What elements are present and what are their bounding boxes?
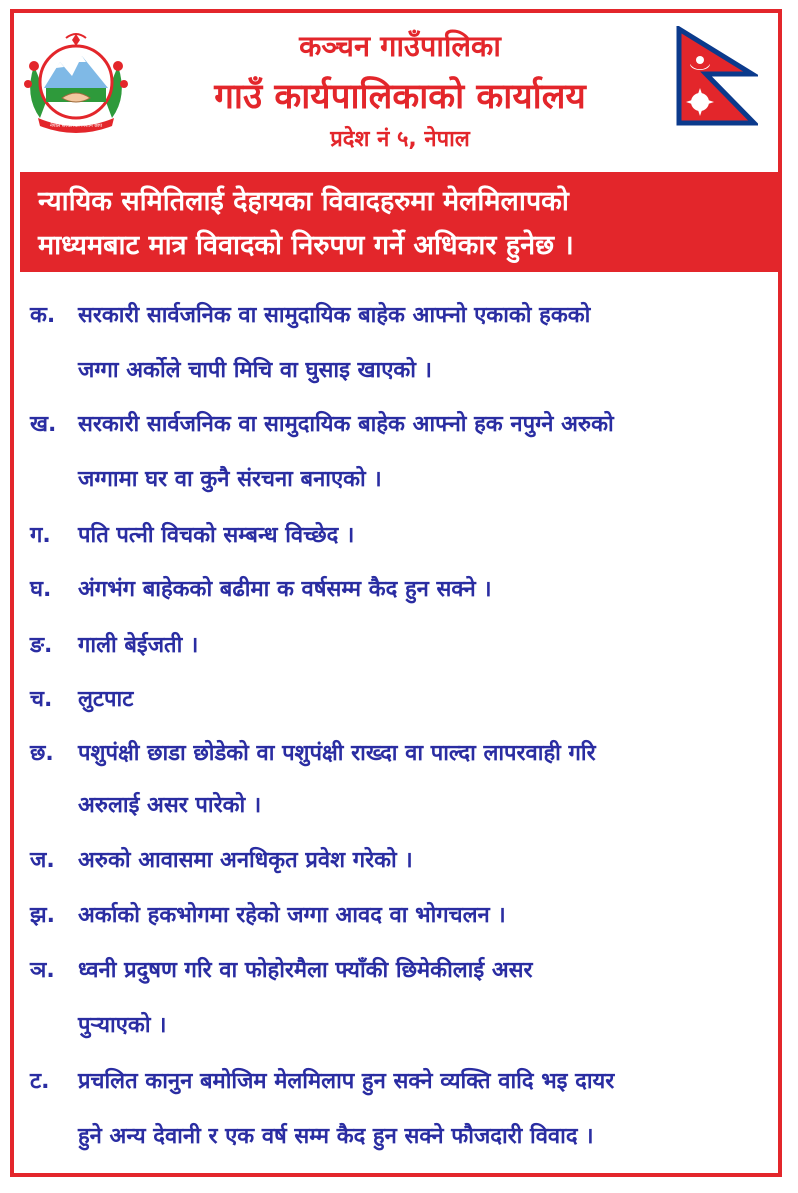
province-name: प्रदेश नं ५, नेपाल [330,127,470,152]
item-marker: ट. [30,1069,50,1094]
item-marker: ज. [30,848,55,873]
item-marker: घ. [30,577,52,602]
item-line: अर्काको हकभोगमा रहेको जग्गा आवद वा भोगचलन । [78,903,506,928]
municipality-name: कञ्चन गाउँपालिका [299,29,501,63]
item-line: गाली बेईजती । [78,633,199,658]
item-line: सरकारी सार्वजनिक वा सामुदायिक बाहेक आफ्नो एकाको हकको [78,303,591,328]
item-line: अरुको आवासमा अनधिकृत प्रवेश गरेको । [78,848,413,873]
notice-line-2: माध्यमबाट मात्र विवादको निरुपण गर्ने अधिकार हुनेछ । [38,230,574,261]
item-line: अंगभंग बाहेकको बढीमा क वर्षसम्म कैद हुन सक्ने । [78,577,492,602]
item-marker: ख. [30,412,57,437]
item-line: लुटपाट [78,687,134,712]
item-line: जग्गामा घर वा कुनै संरचना बनाएको । [78,467,382,492]
item-line: अरुलाई असर पारेको । [78,793,262,818]
emblem-text: नेपाल सरकारको निशान छाप [50,123,102,129]
item-line: ध्वनी प्रदुषण गरि वा फोहोरमैला फ्याँकी छिमेकीलाई असर [78,958,533,983]
item-line: पुर्‍याएको । [78,1013,167,1038]
item-line: पति पत्नी विचको सम्बन्ध विच्छेद । [78,523,355,548]
item-line: हुने अन्य देवानी र एक वर्ष सम्म कैद हुन सक्ने फौजदारी विवाद । [78,1124,594,1149]
office-name: गाउँ कार्यपालिकाको कार्यालय [214,77,586,117]
item-marker: ङ. [30,633,53,658]
item-line: सरकारी सार्वजनिक वा सामुदायिक बाहेक आफ्नो हक नपुग्ने अरुको [78,412,614,437]
item-line: जग्गा अर्कोले चापी मिचि वा घुसाइ खाएको । [78,358,433,383]
item-marker: च. [30,687,53,712]
item-marker: झ. [30,903,55,928]
item-marker: ञ. [30,958,55,983]
item-marker: छ. [30,741,54,766]
notice-line-1: न्यायिक समितिलाई देहायका विवादहरुमा मेलमिलापको [38,186,569,217]
item-line: प्रचलित कानुन बमोजिम मेलमिलाप हुन सक्ने व्यक्ति वादि भइ दायर [78,1069,615,1094]
item-line: पशुपंक्षी छाडा छोडेको वा पशुपंक्षी राख्दा वा पाल्दा लापरवाही गरि [78,741,596,766]
item-marker: ग. [30,523,51,548]
item-marker: क. [30,303,56,328]
